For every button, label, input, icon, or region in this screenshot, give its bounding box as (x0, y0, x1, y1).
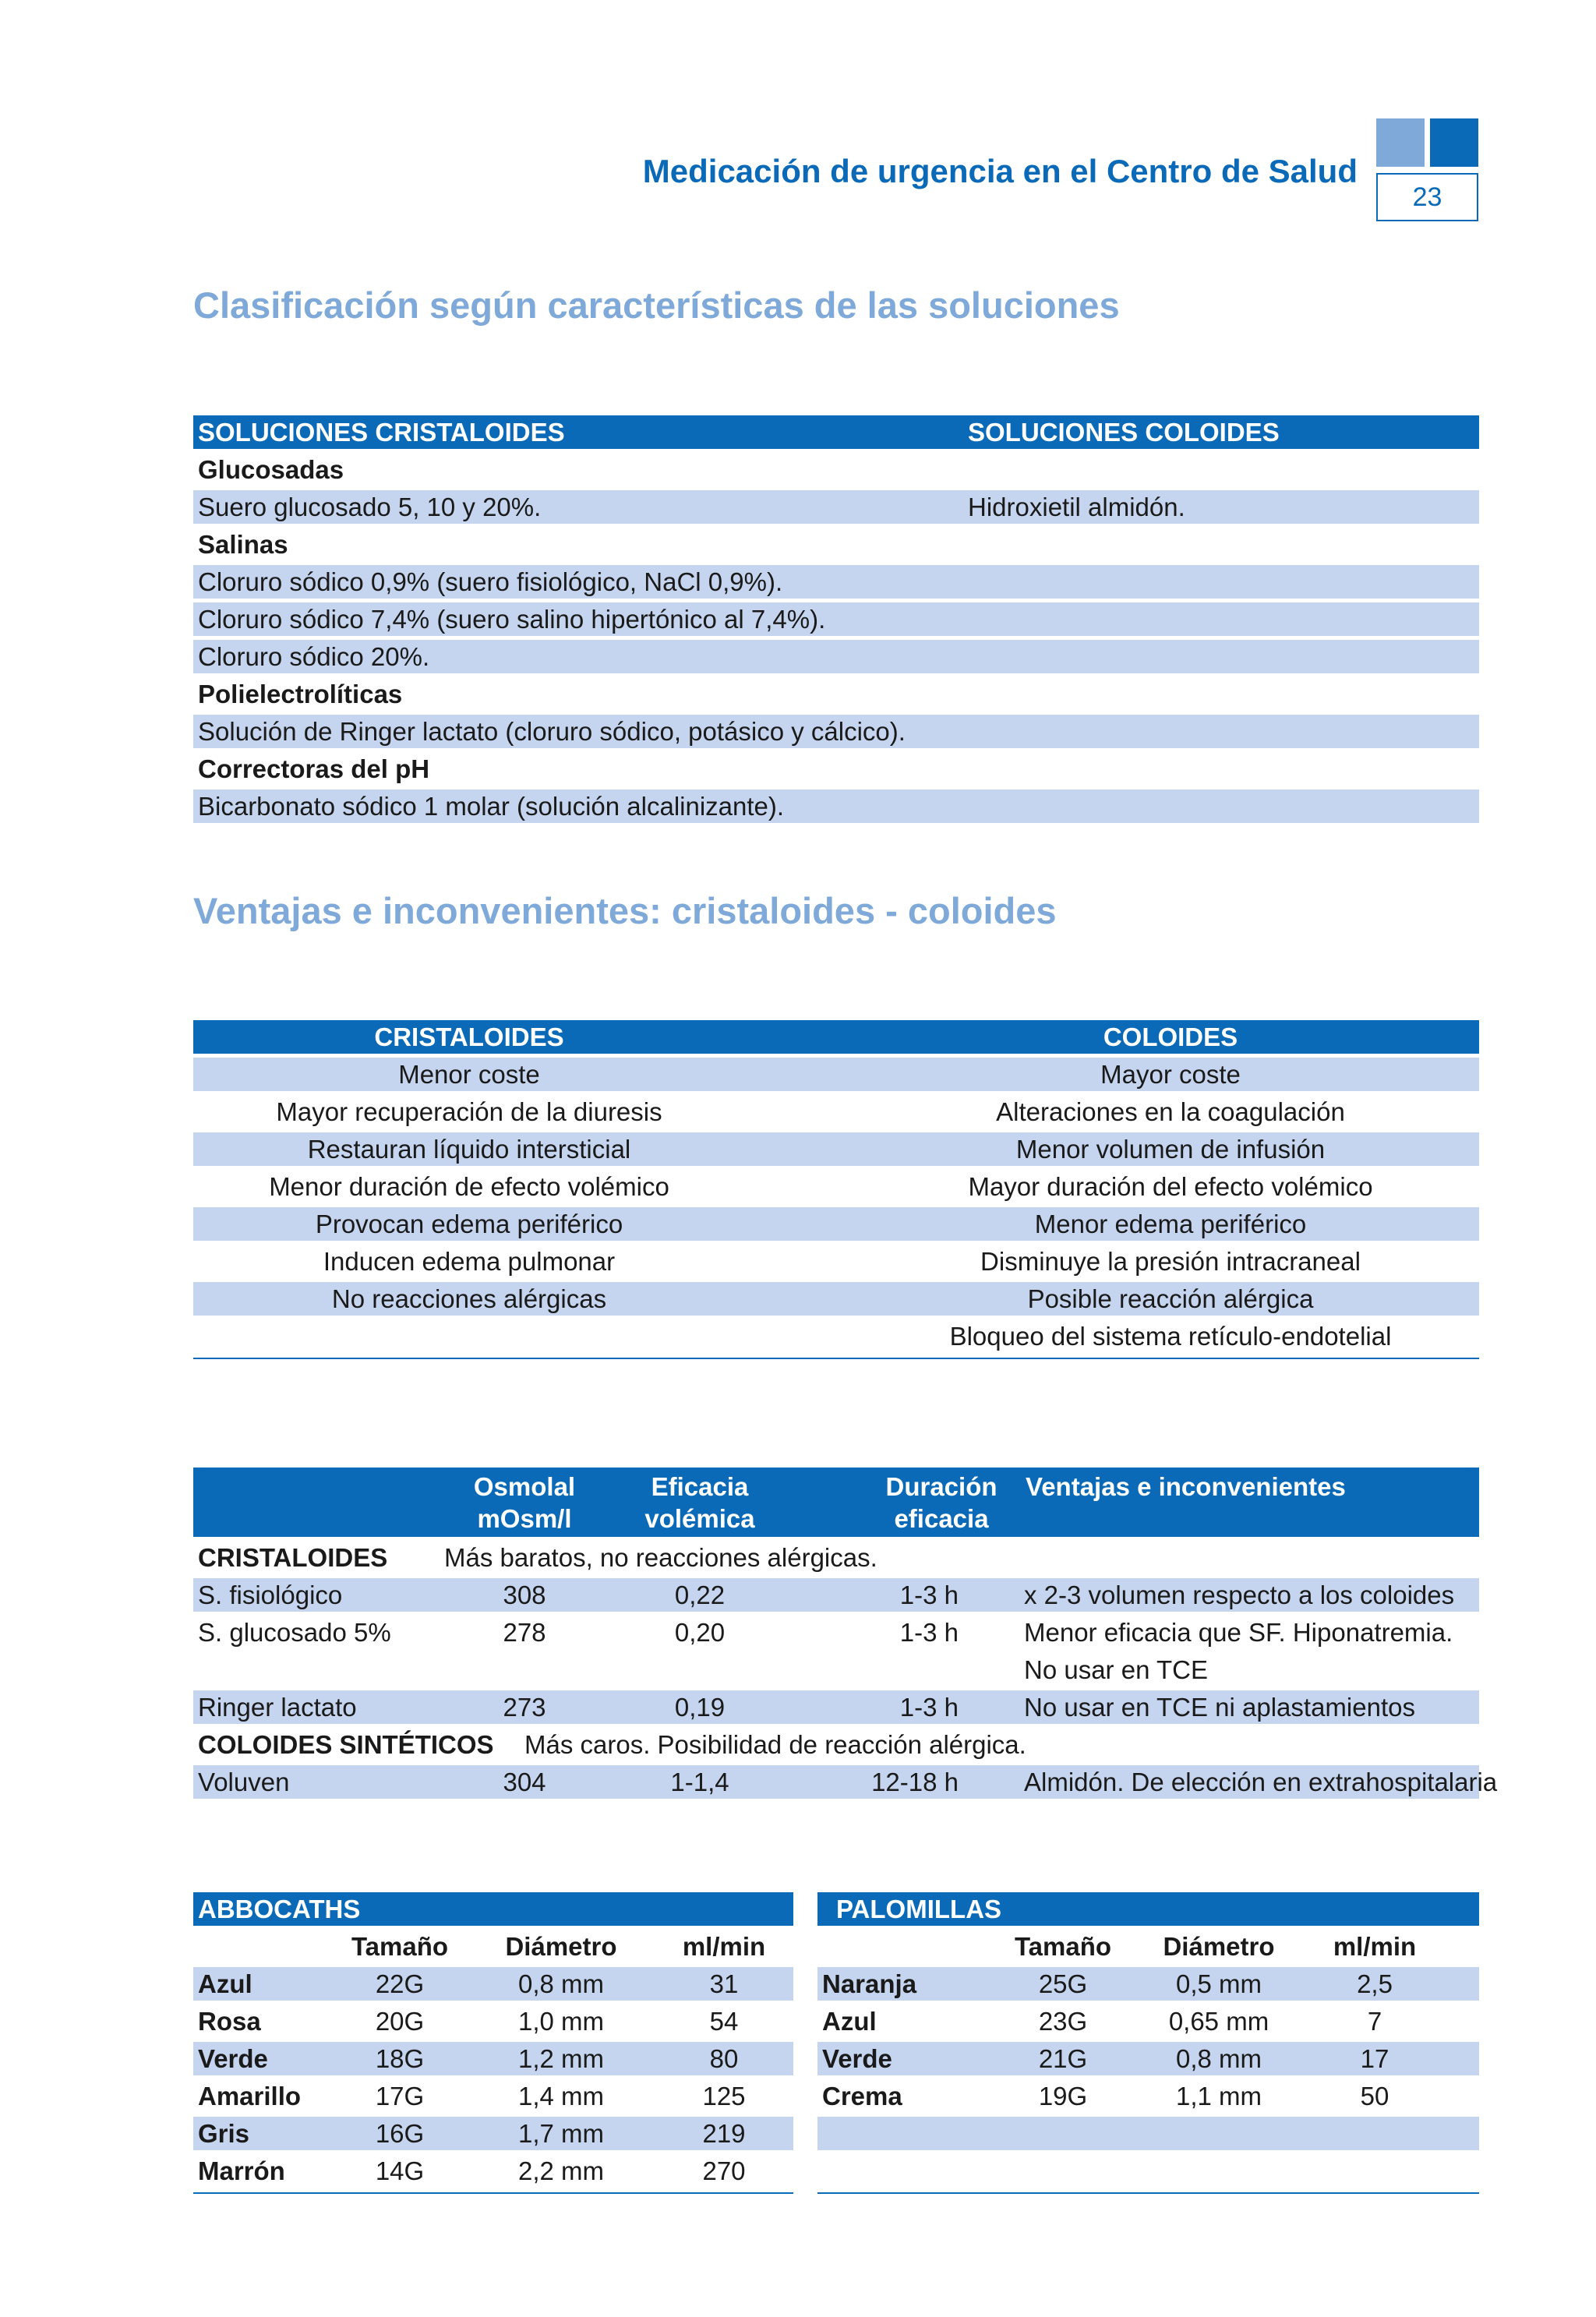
col-header-osmolal-line1: Osmolal (473, 1472, 576, 1501)
palomillas-column-headers (817, 1930, 1479, 1963)
duracion-value: 12-18 h (871, 1768, 959, 1796)
tamano-value: 22G (375, 1969, 425, 1998)
cristaloide-item: Solución de Ringer lactato (cloruro sódico, potásico y cálcico). (198, 717, 906, 746)
cristaloides-cell: Provocan edema periférico (315, 1210, 623, 1238)
tamano-value: 21G (1038, 2044, 1088, 2073)
col-header-duracion-line1: Duración (885, 1472, 998, 1501)
classification-table-header (193, 415, 1479, 449)
col-header-eficacia-line1: Eficacia (651, 1472, 749, 1501)
ml-min-value: 219 (702, 2119, 746, 2148)
group-heading: Glucosadas (198, 455, 344, 484)
table-row (193, 1207, 1479, 1241)
coloides-cell: Alteraciones en la coagulación (996, 1097, 1345, 1126)
col-header-diametro: Diámetro (505, 1932, 617, 1961)
duracion-value: 1-3 h (899, 1693, 959, 1722)
palomillas-table (817, 1892, 1479, 2192)
palomillas-title-row (817, 1892, 1479, 1926)
cristaloide-item: Cloruro sódico 20%. (198, 642, 430, 671)
diametro-value: 0,8 mm (517, 1969, 605, 1998)
table-row (193, 1245, 1479, 1278)
tamano-value: 14G (375, 2156, 425, 2185)
cristaloide-item: Suero glucosado 5, 10 y 20%. (198, 493, 542, 521)
color-name: Naranja (822, 1969, 917, 1998)
tamano-value: 17G (375, 2082, 425, 2110)
tamano-value: 25G (1038, 1969, 1088, 1998)
ventajas-value: No usar en TCE ni aplastamientos (1024, 1693, 1415, 1722)
cristaloide-item: Cloruro sódico 7,4% (suero salino hipertónico al 7,4%). (198, 605, 826, 634)
table-row (193, 2117, 793, 2150)
col-header-tamano: Tamaño (351, 1932, 449, 1961)
ml-min-value: 2,5 (1357, 1969, 1393, 1998)
osmolal-value: 308 (503, 1581, 546, 1609)
coloides-cell: Bloqueo del sistema retículo-endotelial (949, 1322, 1392, 1351)
table-row (193, 565, 1479, 599)
tamano-value: 20G (375, 2007, 425, 2036)
table-row (817, 2079, 1479, 2113)
table-row (193, 752, 1479, 786)
table-row (193, 1282, 1479, 1316)
table-row (193, 1653, 1479, 1687)
cristaloides-cell: Mayor recuperación de la diuresis (276, 1097, 662, 1126)
table-row (817, 2154, 1479, 2188)
color-name: Verde (198, 2044, 268, 2073)
table-row (193, 602, 1479, 636)
table-row (193, 1616, 1479, 1649)
color-name: Amarillo (198, 2082, 302, 2110)
diametro-value: 1,7 mm (517, 2119, 605, 2148)
running-title: Medicación de urgencia en el Centro de Salud (642, 153, 1358, 189)
duracion-value: 1-3 h (899, 1581, 959, 1609)
group-heading: Salinas (198, 530, 288, 559)
coloides-cell: Posible reacción alérgica (1027, 1284, 1314, 1313)
col-header-eficacia-line2: volémica (644, 1504, 755, 1533)
osmolal-value: 278 (503, 1618, 546, 1647)
table-row (193, 1170, 1479, 1203)
table-row (193, 2004, 793, 2038)
table-row (193, 789, 1479, 823)
cristaloides-cell: Menor coste (398, 1060, 540, 1089)
properties-table-header (193, 1468, 1479, 1537)
color-name: Gris (198, 2119, 250, 2148)
classification-table (193, 415, 1479, 828)
diametro-value: 1,2 mm (517, 2044, 605, 2073)
section2-title: Ventajas e inconvenientes: cristaloides - coloides (193, 890, 1057, 931)
group-label: CRISTALOIDES (198, 1543, 388, 1572)
col-header-ventajas (1026, 1471, 1346, 1503)
page-number: 23 (1376, 173, 1478, 221)
table-row (817, 1967, 1479, 2001)
ml-min-value: 54 (709, 2007, 739, 2036)
coloides-cell: Disminuye la presión intracraneal (980, 1247, 1361, 1276)
col-header-ventajas-line1: Ventajas e inconvenientes (1026, 1472, 1346, 1501)
table-row (193, 2042, 793, 2075)
abbocaths-column-headers (193, 1930, 793, 1963)
diametro-value: 1,4 mm (517, 2082, 605, 2110)
table-row (193, 677, 1479, 711)
osmolal-value: 273 (503, 1693, 546, 1722)
table-row (193, 1095, 1479, 1128)
table-row (193, 2154, 793, 2188)
ml-min-value: 31 (709, 1969, 739, 1998)
eficacia-value: 0,20 (674, 1618, 726, 1647)
col-header-diametro: Diámetro (1163, 1932, 1275, 1961)
tamano-value: 23G (1038, 2007, 1088, 2036)
group-heading: Correctoras del pH (198, 754, 430, 783)
col-header-coloides: SOLUCIONES COLOIDES (968, 418, 1280, 447)
diametro-value: 0,5 mm (1175, 1969, 1262, 1998)
color-name: Rosa (198, 2007, 261, 2036)
table-row (193, 1319, 1479, 1353)
table-row (193, 528, 1479, 561)
abbocaths-title-row (193, 1892, 793, 1926)
group-note: Más caros. Posibilidad de reacción alérgica. (524, 1730, 1026, 1759)
color-name: Azul (198, 1969, 252, 1998)
table-bottom-rule (193, 2192, 793, 2194)
ventajas-value: x 2-3 volumen respecto a los coloides (1024, 1581, 1455, 1609)
group-heading: Polielectrolíticas (198, 680, 403, 708)
table-row (193, 715, 1479, 748)
table-bottom-rule (817, 2192, 1479, 2194)
col-header-coloides: COLOIDES (1103, 1023, 1238, 1051)
table-row (193, 490, 1479, 524)
table-row (193, 1578, 1479, 1612)
group-row-cristaloides (193, 1541, 1479, 1574)
coloides-cell: Menor volumen de infusión (1015, 1135, 1326, 1164)
coloides-cell: Mayor coste (1100, 1060, 1241, 1089)
eficacia-value: 0,19 (674, 1693, 726, 1722)
table-row (193, 1058, 1479, 1091)
table-row (193, 1765, 1498, 1799)
group-row-coloides (193, 1728, 1479, 1761)
abbocaths-title: ABBOCATHS (198, 1895, 361, 1923)
cristaloides-cell: No reacciones alérgicas (331, 1284, 607, 1313)
color-name: Verde (822, 2044, 892, 2073)
ventajas-value: No usar en TCE (1024, 1655, 1208, 1684)
eficacia-value: 0,22 (674, 1581, 726, 1609)
group-note: Más baratos, no reacciones alérgicas. (444, 1543, 877, 1572)
duracion-value: 1-3 h (899, 1618, 959, 1647)
solution-name: Voluven (198, 1768, 290, 1796)
diametro-value: 0,65 mm (1168, 2007, 1269, 2036)
cristaloides-cell: Restauran líquido intersticial (307, 1135, 631, 1164)
ml-min-value: 80 (709, 2044, 739, 2073)
header-decor-square-dark (1430, 118, 1478, 167)
cristaloide-item: Bicarbonato sódico 1 molar (solución alcalinizante). (198, 792, 785, 821)
color-name: Marrón (198, 2156, 285, 2185)
diametro-value: 2,2 mm (517, 2156, 605, 2185)
section1-title: Clasificación según características de las soluciones (193, 284, 1120, 326)
col-header-duracion (879, 1471, 1004, 1535)
table-row (193, 453, 1479, 486)
table-bottom-rule (193, 1358, 1479, 1359)
ml-min-value: 125 (702, 2082, 746, 2110)
coloides-cell: Mayor duración del efecto volémico (968, 1172, 1373, 1201)
table-row (817, 2117, 1479, 2150)
col-header-ml-min: ml/min (1333, 1932, 1417, 1961)
solution-name: S. fisiológico (198, 1581, 343, 1609)
diametro-value: 1,0 mm (517, 2007, 605, 2036)
col-header-ml-min: ml/min (682, 1932, 766, 1961)
ventajas-value: Almidón. De elección en extrahospitalaria (1024, 1768, 1498, 1796)
ml-min-value: 50 (1360, 2082, 1389, 2110)
palomillas-title: PALOMILLAS (836, 1895, 1002, 1923)
ml-min-value: 17 (1360, 2044, 1389, 2073)
coloide-item: Hidroxietil almidón. (968, 493, 1185, 521)
comparison-table-header (193, 1020, 1479, 1054)
diametro-value: 0,8 mm (1175, 2044, 1262, 2073)
header-decor-square-light (1376, 118, 1425, 167)
table-row (193, 1132, 1479, 1166)
color-name: Azul (822, 2007, 877, 2036)
osmolal-value: 304 (503, 1768, 546, 1796)
solution-name: S. glucosado 5% (198, 1618, 391, 1647)
table-row (193, 1967, 793, 2001)
comparison-table (193, 1020, 1479, 1359)
col-header-osmolal (435, 1471, 614, 1535)
col-header-eficacia (622, 1471, 778, 1535)
ml-min-value: 270 (702, 2156, 746, 2185)
abbocaths-table (193, 1892, 793, 2192)
color-name: Crema (822, 2082, 902, 2110)
coloides-cell: Menor edema periférico (1034, 1210, 1307, 1238)
col-header-cristaloides: CRISTALOIDES (374, 1023, 564, 1051)
diametro-value: 1,1 mm (1175, 2082, 1262, 2110)
eficacia-value: 1-1,4 (670, 1768, 729, 1796)
cristaloide-item: Cloruro sódico 0,9% (suero fisiológico, NaCl 0,9%). (198, 567, 783, 596)
ventajas-value: Menor eficacia que SF. Hiponatremia. (1024, 1618, 1453, 1647)
col-header-osmolal-line2: mOsm/l (477, 1504, 572, 1533)
cristaloides-cell: Inducen edema pulmonar (323, 1247, 616, 1276)
tamano-value: 19G (1038, 2082, 1088, 2110)
ml-min-value: 7 (1367, 2007, 1382, 2036)
tamano-value: 18G (375, 2044, 425, 2073)
solutions-properties-table (193, 1468, 1498, 1803)
tamano-value: 16G (375, 2119, 425, 2148)
table-row (193, 640, 1479, 673)
group-label: COLOIDES SINTÉTICOS (198, 1730, 494, 1759)
table-row (193, 1690, 1479, 1724)
col-header-cristaloides: SOLUCIONES CRISTALOIDES (198, 418, 565, 447)
col-header-duracion-line2: eficacia (894, 1504, 989, 1533)
table-row (193, 2079, 793, 2113)
cristaloides-cell: Menor duración de efecto volémico (269, 1172, 669, 1201)
col-header-tamano: Tamaño (1014, 1932, 1112, 1961)
solution-name: Ringer lactato (198, 1693, 357, 1722)
table-row (817, 2042, 1479, 2075)
table-row (817, 2004, 1479, 2038)
